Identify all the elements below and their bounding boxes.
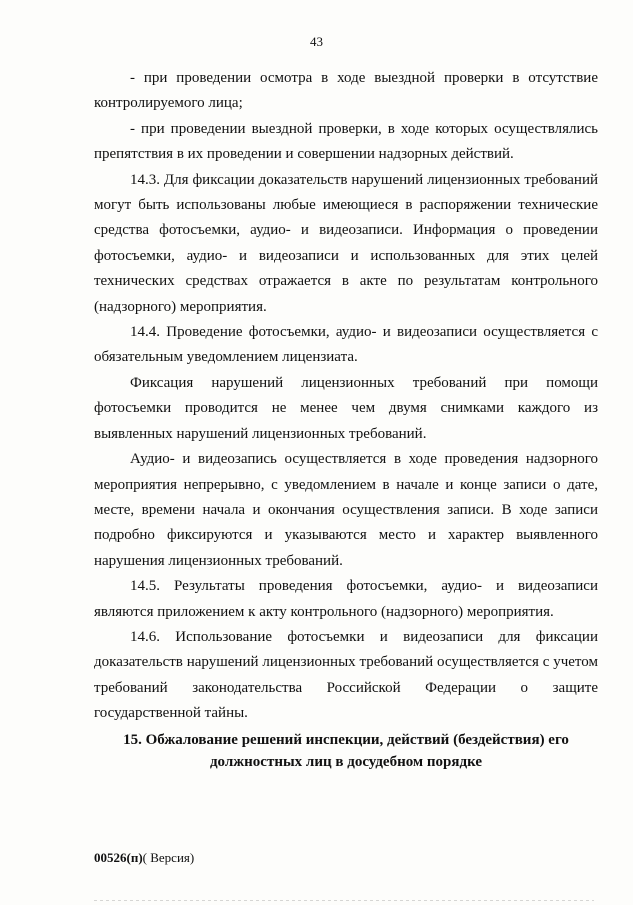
page-number: 43 bbox=[310, 34, 323, 49]
scan-edge-line bbox=[94, 900, 594, 901]
paragraph-audio-video: Аудио- и видеозапись осуществляется в ходе проведения надзорного мероприятия непрерывно, с уведомлением в начале и конце записи о дате, месте, времени начала и окончания осуществления записи. В ходе записи подробно фиксируются и указываются место и характер выявленного нарушения лицензионных требований. bbox=[94, 451, 598, 569]
paragraph-14-3: 14.3. Для фиксации доказательств нарушений лицензионных требований могут быть использованы любые имеющиеся в распоряжении технические средства фотосъемки, аудио- и видеозаписи. Информация о проведении фотосъемки, аудио- и видеозаписи и использованных для этих целей технических средствах отражается в акте по результатам контрольного (надзорного) мероприятия. bbox=[94, 171, 598, 315]
section-heading: 15. Обжалование решений инспекции, действий (бездействия) его должностных лиц в досудебном порядке bbox=[123, 731, 569, 770]
footer-code: 00526(п) bbox=[94, 850, 143, 865]
paragraph-bullet-2: - при проведении выездной проверки, в ходе которых осуществлялись препятствия в их проведении и совершении надзорных действий. bbox=[94, 120, 598, 163]
paragraph-14-4: 14.4. Проведение фотосъемки, аудио- и видеозаписи осуществляется с обязательным уведомлением лицензиата. bbox=[94, 324, 598, 366]
footer-version: ( Версия) bbox=[142, 850, 195, 865]
paragraph-14-5: 14.5. Результаты проведения фотосъемки, аудио- и видеозаписи являются приложением к акту контрольного (надзорного) мероприятия. bbox=[94, 578, 598, 620]
paragraph-photo-fixation: Фиксация нарушений лицензионных требований при помощи фотосъемки проводится не менее чем двумя снимками каждого из выявленных нарушений лицензионных требований. bbox=[94, 374, 598, 442]
footer-document-code bbox=[94, 850, 194, 866]
paragraph-14-6: 14.6. Использование фотосъемки и видеозаписи для фиксации доказательств нарушений лицензионных требований осуществляется с учетом требований законодательства Российской Федерации о защите государственной тайны. bbox=[94, 628, 598, 722]
document-body bbox=[94, 66, 598, 773]
paragraph-bullet-1: - при проведении осмотра в ходе выездной проверки в отсутствие контролируемого лица; bbox=[94, 70, 598, 112]
